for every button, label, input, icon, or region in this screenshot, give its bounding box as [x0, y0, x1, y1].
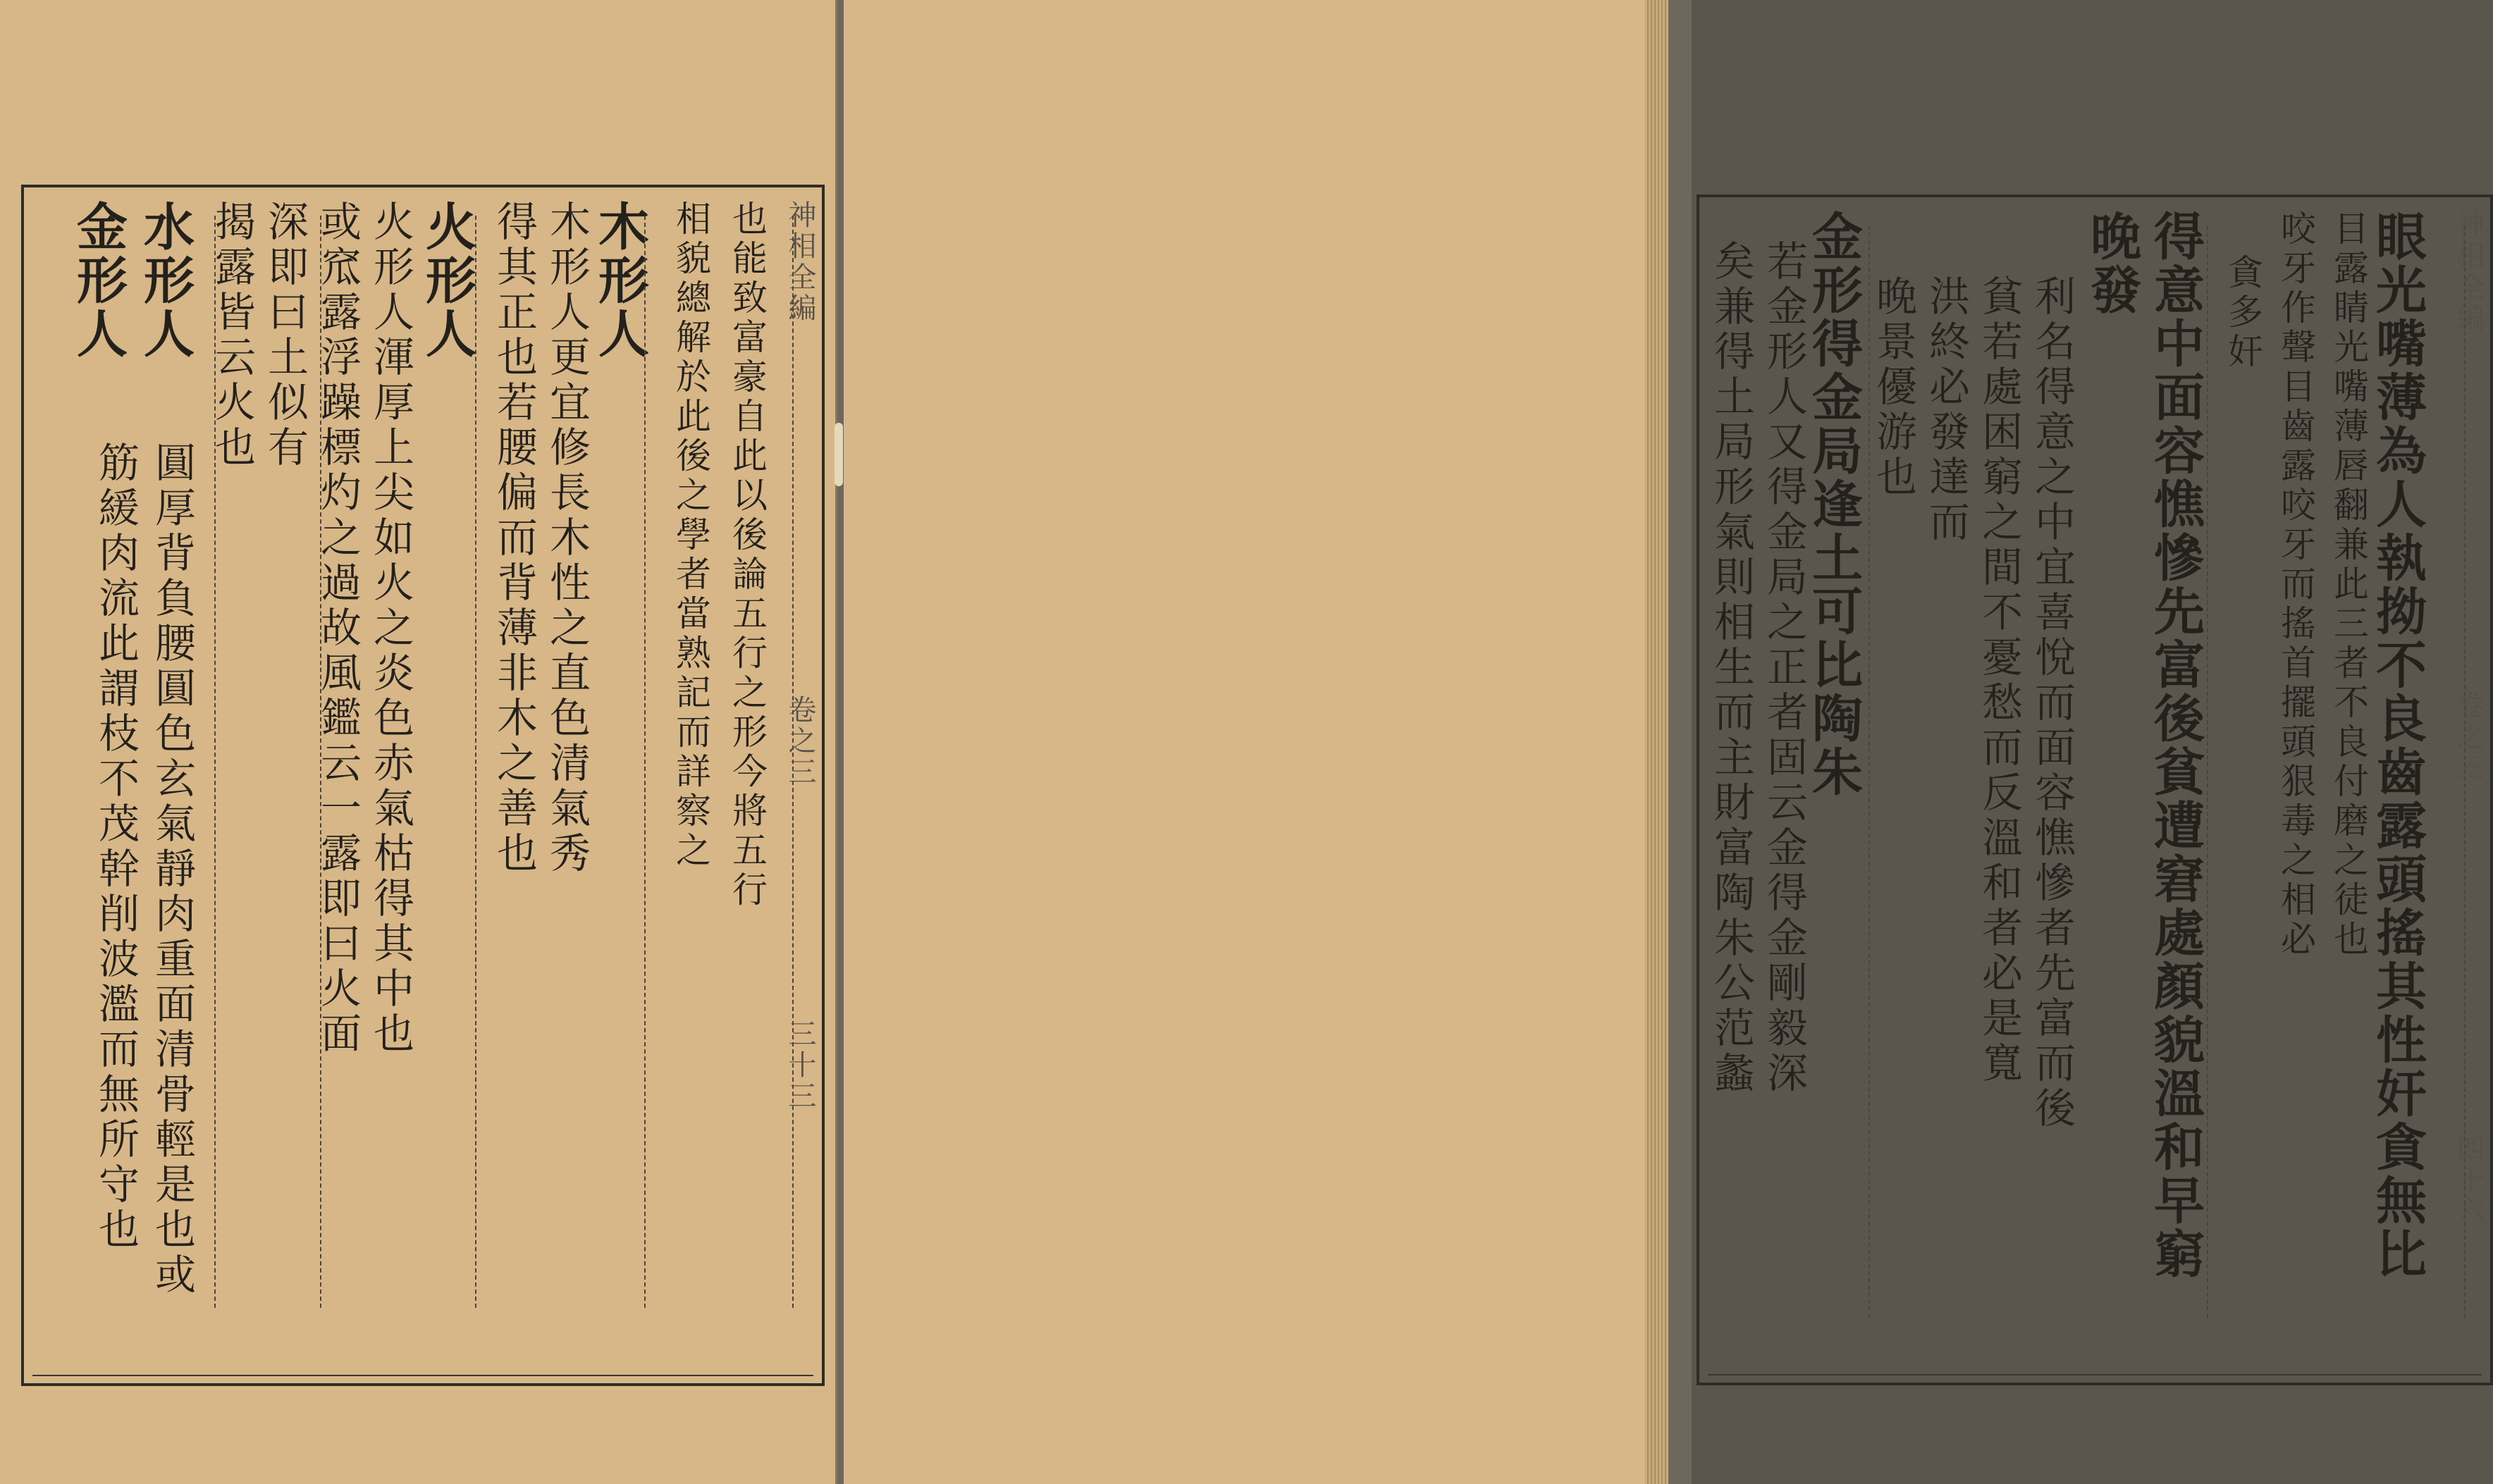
left-col-5: 得其正也若腰偏而背薄非木之善也: [490, 200, 538, 877]
right-col-8: 貧若處困窮之間不憂愁而反溫和者必是寬: [1975, 275, 2023, 1087]
left-col-14: 筋緩肉流此謂枝不茂幹削波濫而無所守也: [92, 441, 140, 1253]
left-margin-folio: 三十三: [784, 1019, 816, 1112]
right-col-10: 晚景優游也: [1869, 275, 1917, 500]
heading-metal-form-gold: 金形得金局逢土可比陶朱: [1804, 210, 1864, 799]
right-page: [844, 0, 2485, 1484]
left-col-13: 圓厚背負腰圓色玄氣靜肉重面清骨輕是也或: [148, 441, 196, 1298]
left-margin-volume: 卷之三: [784, 695, 816, 788]
right-col-7: 利名得意之中宜喜悅而面容憔慘者先富而後: [2028, 275, 2076, 1132]
binding-thread: [835, 423, 843, 486]
right-col-6: 晚發: [2082, 210, 2142, 317]
heading-water-form: 水形人: [135, 200, 195, 361]
left-page-frame: [21, 185, 825, 1386]
left-col-10: 揭露皆云火也: [208, 200, 256, 471]
right-col-13: 矣兼得土局形氣則相生而主財富陶朱公范蠡: [1707, 240, 1755, 1096]
left-margin-header: 神相全編: [784, 200, 816, 324]
heading-fire-form: 火形人: [417, 200, 477, 361]
right-col-1: 眼光嘴薄為人執拗不良齒露頭搖其性奸貪無比: [2368, 210, 2427, 1281]
right-col-2: 目露睛光嘴薄唇翻兼此三者不良付磨之徒也: [2328, 210, 2369, 960]
right-col-4: 貪多奸: [2222, 254, 2263, 372]
page-fore-edge: [1645, 0, 1668, 1484]
right-page-frame: [1697, 194, 2493, 1385]
right-col-3: 咬牙作聲目齒露咬牙而搖首擺頭狠毒之相必: [2275, 210, 2316, 960]
left-col-7: 火形人渾厚上尖如火之炎色赤氣枯得其中也: [367, 200, 414, 1057]
left-col-1: 也能致富豪自此以後論五行之形今將五行: [727, 200, 768, 910]
left-col-4: 木形人更宜修長木性之直色清氣秀: [543, 200, 591, 877]
left-col-9: 深即曰土似有: [261, 200, 309, 471]
right-col-9: 洪終必發達而: [1922, 275, 1970, 545]
left-col-8: 或窊露浮躁標灼之過故風鑑云一露即曰火面: [314, 200, 362, 1057]
heading-wood-form: 木形人: [590, 200, 650, 361]
right-col-5: 得意中面容憔慘先富後貧遭窘處顏貌溫和早窮: [2146, 210, 2205, 1281]
right-margin-volume: 卷之三: [2452, 691, 2485, 784]
right-margin-folio: 四十六: [2452, 1134, 2485, 1228]
left-col-2: 相貌總解於此後之學者當熟記而詳察之: [670, 200, 711, 871]
heading-metal-form: 金形人: [68, 200, 128, 361]
right-col-12: 若金形人又得金局之正者固云金得金剛毅深: [1760, 240, 1808, 1096]
left-page: [0, 0, 837, 1484]
right-margin-header: 神相全編: [2452, 210, 2485, 334]
